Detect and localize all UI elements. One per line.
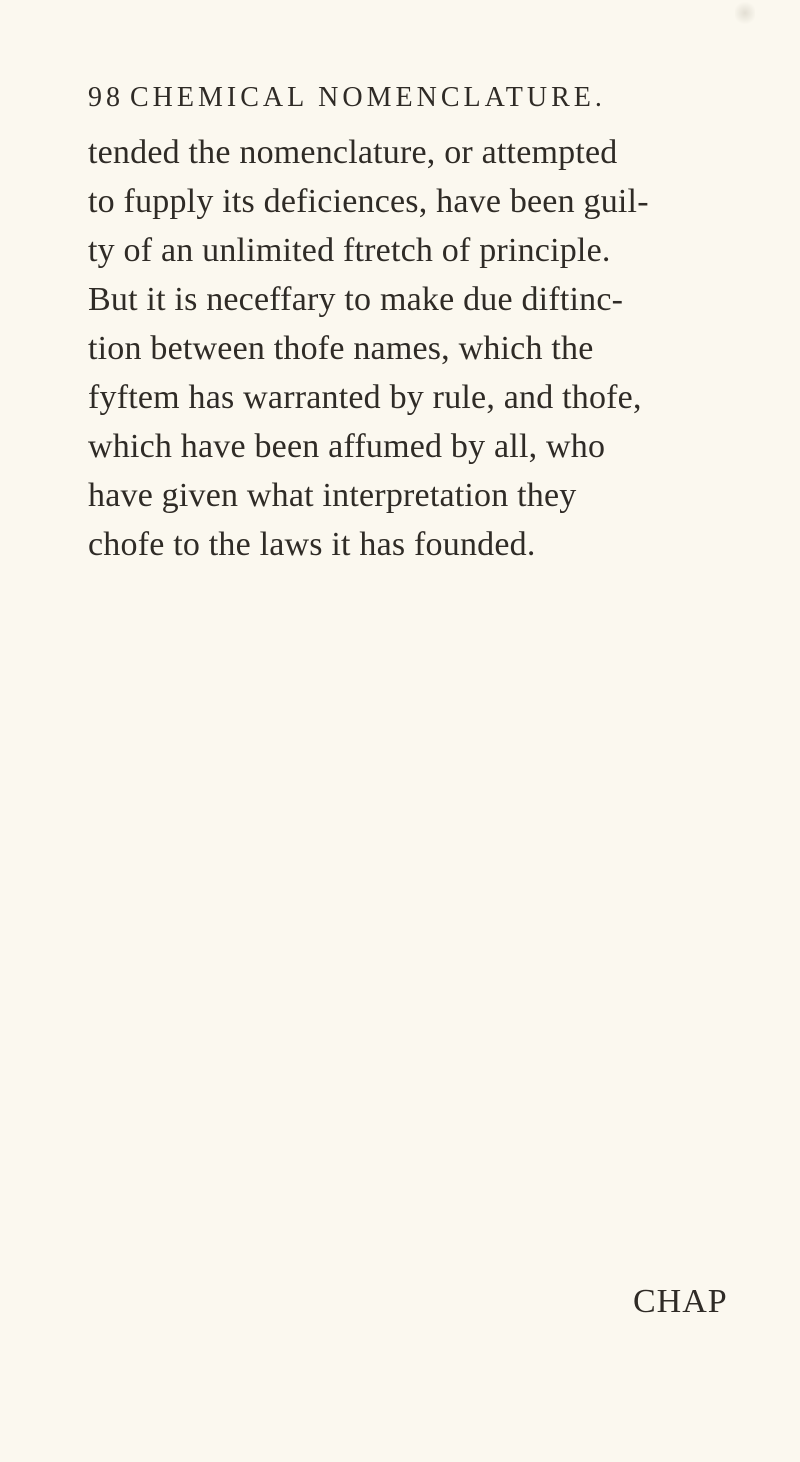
catchword: CHAP [633, 1283, 728, 1320]
running-head [88, 78, 748, 118]
text-line: But it is neceffary to make due diftinc- [88, 281, 624, 318]
text-line: tended the nomenclature, or attempted [88, 134, 618, 171]
text-line: ty of an unlimited ftretch of principle. [88, 232, 611, 269]
text-line: which have been affumed by all, who [88, 428, 606, 465]
page-number: 98 [88, 82, 124, 113]
text-line: fyftem has warranted by rule, and thofe, [88, 379, 642, 416]
text-line: chofe to the laws it has founded. [88, 526, 536, 563]
text-line: have given what interpretation they [88, 477, 577, 514]
body-paragraph [88, 128, 778, 569]
paper-mark [735, 0, 755, 26]
text-line: tion between thofe names, which the [88, 330, 594, 367]
running-title: CHEMICAL NOMENCLATURE. [130, 82, 606, 113]
text-line: to fupply its deficiences, have been guil- [88, 183, 649, 220]
